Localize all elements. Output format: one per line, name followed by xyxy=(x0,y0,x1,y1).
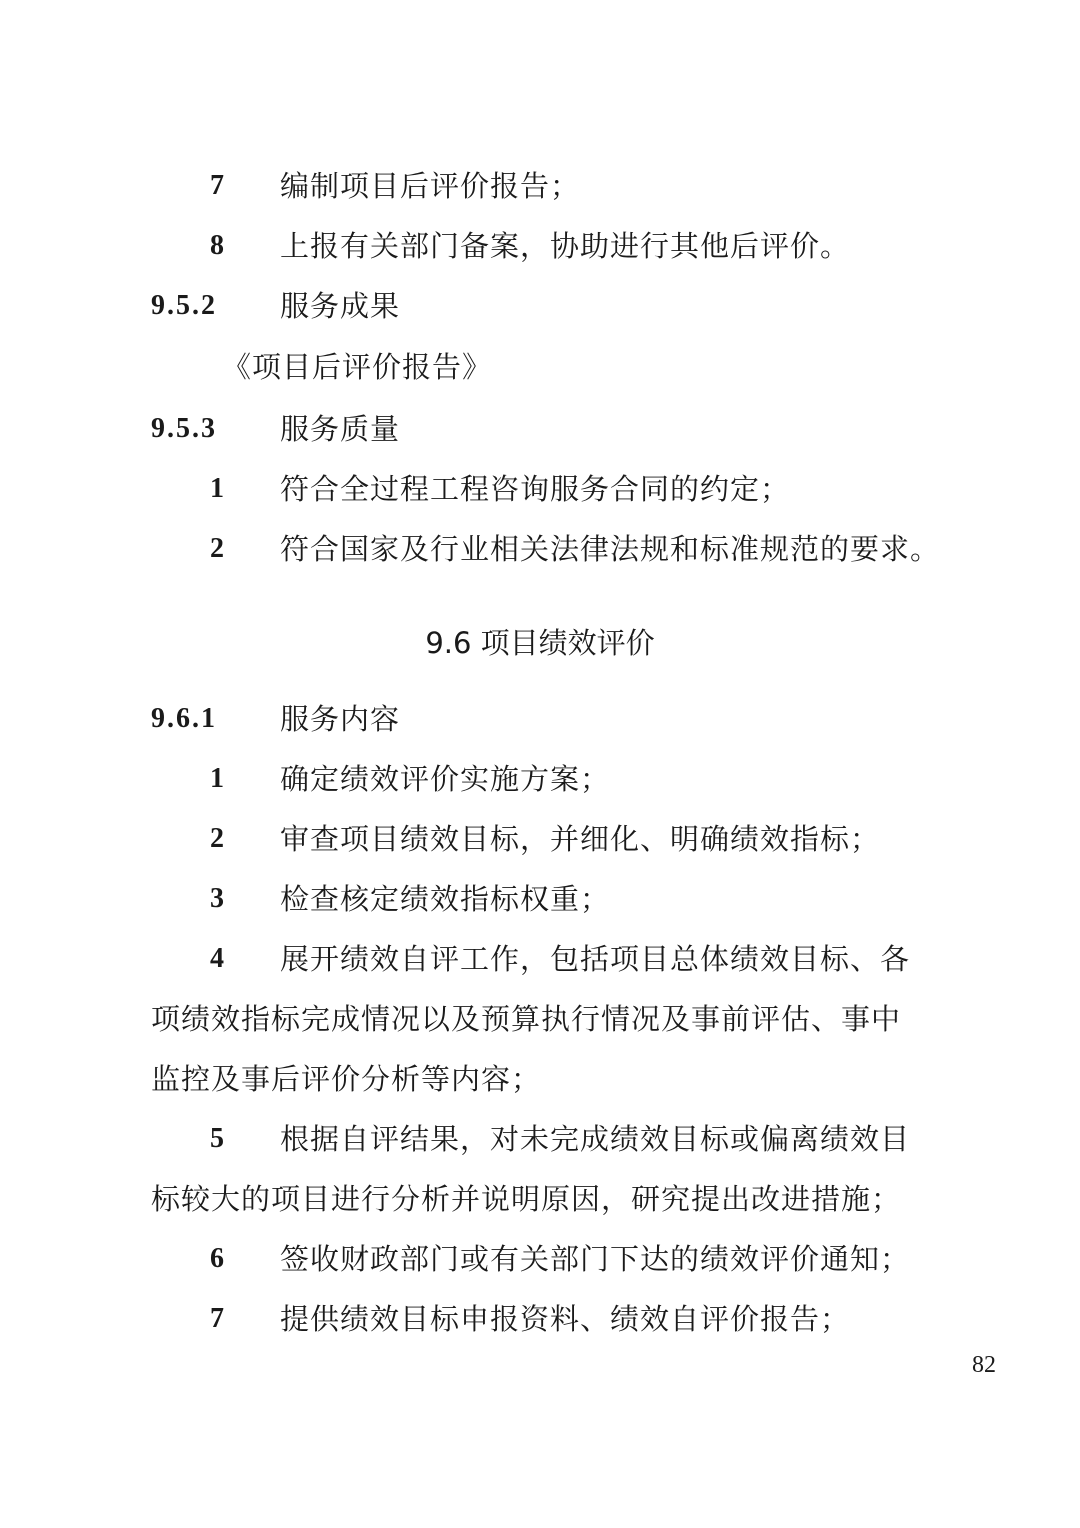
item-number: 8 xyxy=(210,230,224,261)
page-number: 82 xyxy=(972,1352,996,1378)
item-number: 1 xyxy=(210,473,224,504)
item-text-continued: 项绩效指标完成情况以及预算执行情况及事前评估、事中 xyxy=(151,1002,902,1036)
item-text: 根据自评结果，对未完成绩效目标或偏离绩效目 xyxy=(280,1122,911,1156)
section-number-9-6-1: 9.6.1 xyxy=(151,703,217,734)
item-number: 7 xyxy=(210,1303,224,1334)
item-text: 符合国家及行业相关法律法规和标准规范的要求。 xyxy=(280,532,941,566)
item-text: 编制项目后评价报告； xyxy=(280,169,581,203)
section-heading-9-6: 9.6 项目绩效评价 xyxy=(425,626,655,660)
item-text-continued: 标较大的项目进行分析并说明原因，研究提出改进措施； xyxy=(151,1182,902,1216)
item-text: 审查项目绩效目标，并细化、明确绩效指标； xyxy=(280,822,881,856)
item-number: 5 xyxy=(210,1123,224,1154)
item-text: 上报有关部门备案，协助进行其他后评价。 xyxy=(280,229,851,263)
section-title-9-6-1: 服务内容 xyxy=(280,702,401,736)
item-number: 3 xyxy=(210,883,224,914)
item-text: 签收财政部门或有关部门下达的绩效评价通知； xyxy=(280,1242,911,1276)
item-text: 符合全过程工程咨询服务合同的约定； xyxy=(280,472,791,506)
item-text: 提供绩效目标申报资料、绩效自评价报告； xyxy=(280,1302,851,1336)
item-number: 7 xyxy=(210,170,224,201)
section-number-9-5-3: 9.5.3 xyxy=(151,413,217,444)
item-number: 2 xyxy=(210,823,224,854)
item-number: 2 xyxy=(210,533,224,564)
item-text-continued: 监控及事后评价分析等内容； xyxy=(151,1062,542,1096)
item-number: 6 xyxy=(210,1243,224,1274)
item-number: 4 xyxy=(210,943,224,974)
item-text: 确定绩效评价实施方案； xyxy=(280,762,611,796)
section-title-9-5-2: 服务成果 xyxy=(280,289,401,323)
section-number-9-5-2: 9.5.2 xyxy=(151,290,217,321)
service-deliverable: 《项目后评价报告》 xyxy=(222,350,493,384)
section-title-9-5-3: 服务质量 xyxy=(280,412,401,446)
item-number: 1 xyxy=(210,763,224,794)
item-text: 检查核定绩效指标权重； xyxy=(280,882,611,916)
item-text: 展开绩效自评工作，包括项目总体绩效目标、各 xyxy=(280,942,911,976)
